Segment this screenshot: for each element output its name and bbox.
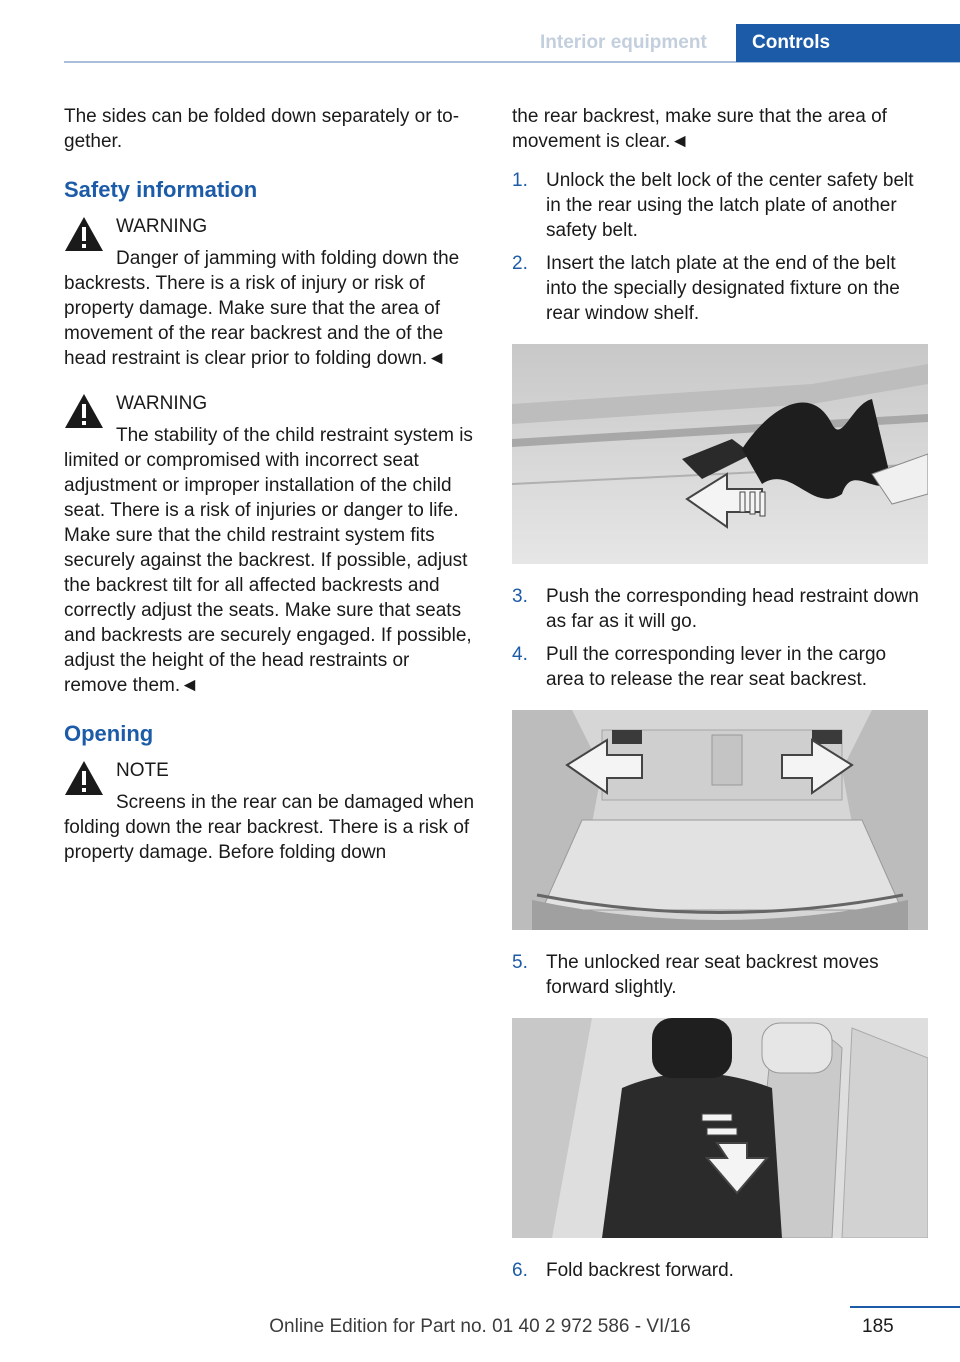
footer-rule xyxy=(850,1306,960,1308)
step-text: Insert the latch plate at the end of the belt into the specially designated fixture on the rear window shelf. xyxy=(546,253,900,324)
step-number: 2. xyxy=(512,253,528,274)
warning-triangle-icon xyxy=(64,760,104,796)
warning-keyword: WARNING xyxy=(116,393,208,414)
figure-cargo-area-illustration xyxy=(512,710,928,930)
steps-list-d xyxy=(512,1258,928,1283)
warning-triangle-icon xyxy=(64,393,104,429)
step-item xyxy=(512,251,928,326)
right-column xyxy=(512,104,928,1291)
safety-information-heading: Safety information xyxy=(64,177,258,202)
backrest-illustration xyxy=(512,1018,928,1238)
steps-list-c xyxy=(512,950,928,1000)
header-chapter-tab: Controls xyxy=(736,24,960,62)
step-item xyxy=(512,168,928,243)
step-text: Pull the corresponding lever in the cargo area to release the rear seat backrest. xyxy=(546,644,887,690)
steps-list-b xyxy=(512,584,928,692)
latch-plate-illustration xyxy=(512,344,928,564)
opening-heading: Opening xyxy=(64,721,154,746)
warning-keyword: WARNING xyxy=(116,216,208,237)
step-item xyxy=(512,950,928,1000)
step-item xyxy=(512,1258,928,1283)
warning-notice-jamming xyxy=(64,212,478,371)
figure-backrest-illustration xyxy=(512,1018,928,1238)
steps-list-a xyxy=(512,168,928,326)
step-item xyxy=(512,642,928,692)
step-text: Unlock the belt lock of the center safety belt in the rear using the latch plate of another safety belt. xyxy=(546,170,914,241)
step-number: 1. xyxy=(512,170,528,191)
header-section-title: Interior equipment xyxy=(540,32,707,53)
continuation-paragraph: the rear backrest, make sure that the area of movement is clear.◄ xyxy=(512,106,887,152)
note-notice-screens xyxy=(64,756,478,865)
figure-latch-plate-illustration xyxy=(512,344,928,564)
step-number: 3. xyxy=(512,586,528,607)
warning-triangle-icon xyxy=(64,216,104,252)
step-item xyxy=(512,584,928,634)
warning-text: The stability of the child restraint system is limited or compromised with incorrect seat adjustment or improper installation of the child seat. There is a risk of injuries or danger to life. Make sure that the child restraint system fits securely against the backrest. If possible, adjust the backrest tilt for all affected backrests and correctly adjust the seats. Make sure that seats and backrests are securely engaged. If possible, adjust the height of the head restraints or remove them.◄ xyxy=(64,425,473,696)
edition-line: Online Edition for Part no. 01 40 2 972 586 - VI/16 xyxy=(269,1316,691,1337)
note-keyword: NOTE xyxy=(116,760,169,781)
left-column xyxy=(64,104,478,865)
note-text: Screens in the rear can be damaged when folding down the rear backrest. There is a risk of property damage. Before folding down xyxy=(64,792,475,863)
step-text: The unlocked rear seat backrest moves forward slightly. xyxy=(546,952,879,998)
page-number: 185 xyxy=(862,1316,894,1337)
warning-notice-child-restraint xyxy=(64,389,478,698)
cargo-area-illustration xyxy=(512,710,928,930)
step-text: Fold backrest forward. xyxy=(546,1260,734,1281)
step-number: 4. xyxy=(512,644,528,665)
step-number: 6. xyxy=(512,1260,528,1281)
intro-paragraph: The sides can be folded down separately or together. xyxy=(64,106,460,152)
warning-text: Danger of jamming with folding down the backrests. There is a risk of injury or risk of property damage. Make sure that the area of movement of the rear backrest and the of the head restraint is clear prior to folding down.◄ xyxy=(64,248,460,369)
step-number: 5. xyxy=(512,952,528,973)
step-text: Push the corresponding head restraint down as far as it will go. xyxy=(546,586,919,632)
